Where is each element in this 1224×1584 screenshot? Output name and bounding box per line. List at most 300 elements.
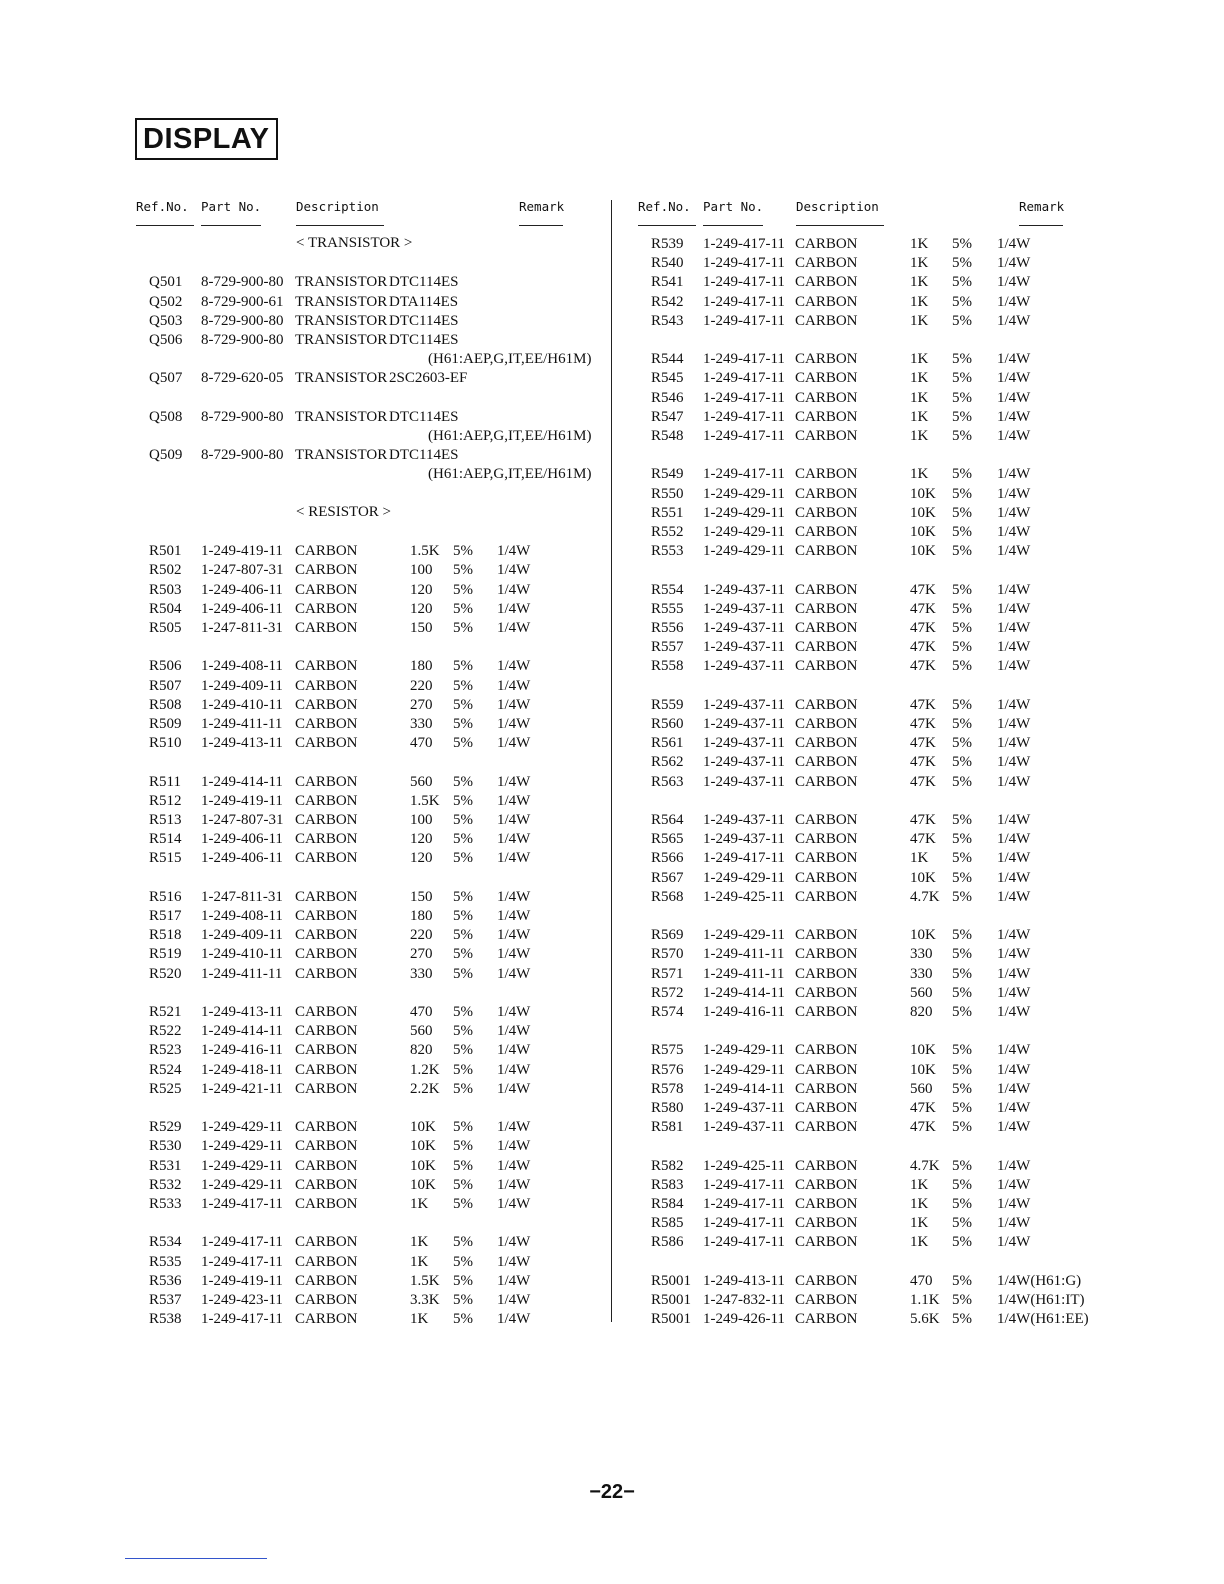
table-row <box>0 657 1224 676</box>
ref-no-cell: R522 <box>149 1023 182 1040</box>
tolerance-cell: 5% <box>952 1196 972 1212</box>
value-cell: 120 <box>410 850 433 867</box>
tolerance-cell: 5% <box>952 236 972 252</box>
ref-no-cell: R511 <box>149 773 181 790</box>
description-cell: CARBON <box>295 1292 358 1308</box>
part-no-cell: 1-249-408-11 <box>201 658 283 675</box>
description-cell: CARBON <box>795 524 858 540</box>
part-no-cell: 1-249-417-11 <box>703 1234 785 1251</box>
value-cell: 10K <box>910 1061 936 1078</box>
tolerance-cell: 5% <box>952 524 972 540</box>
value-cell: 5.6K <box>910 1311 940 1328</box>
part-no-cell: 1-249-417-11 <box>703 293 785 310</box>
tolerance-cell: 5% <box>952 831 972 848</box>
part-no-cell: 1-249-417-11 <box>201 1311 283 1328</box>
rating-cell: 1/4W <box>497 946 531 963</box>
value-cell: 1K <box>910 293 929 310</box>
right-desc-underline <box>796 225 884 226</box>
table-row <box>0 1214 1224 1233</box>
table-row <box>0 926 1224 945</box>
rating-cell: 1/4W <box>497 1157 531 1174</box>
value-cell: 120 <box>410 831 433 848</box>
part-no-cell: 1-249-425-11 <box>703 1157 785 1174</box>
value-cell: 560 <box>910 1080 933 1097</box>
tolerance-cell: 5% <box>453 1157 473 1174</box>
tolerance-cell: 5% <box>453 1004 473 1020</box>
part-no-cell: 1-249-416-11 <box>703 1004 785 1020</box>
table-row <box>0 504 1224 523</box>
tolerance-cell: 5% <box>453 677 473 694</box>
tolerance-cell: 5% <box>952 389 972 406</box>
tolerance-cell: 5% <box>952 581 972 598</box>
value-cell: 47K <box>910 620 936 636</box>
ref-no-cell: R560 <box>651 716 684 732</box>
ref-no-cell: R509 <box>149 716 182 732</box>
table-row <box>0 869 1224 888</box>
tolerance-cell: 5% <box>952 600 972 617</box>
part-no-cell: 1-249-437-11 <box>703 1100 785 1116</box>
table-row <box>0 849 1224 868</box>
part-no-cell: 1-249-437-11 <box>703 1119 785 1136</box>
ref-no-cell: R533 <box>149 1196 182 1212</box>
value-cell: 10K <box>410 1119 436 1136</box>
ref-no-cell: Q507 <box>149 370 183 387</box>
description-cell: CARBON <box>795 1080 858 1097</box>
description-cell: CARBON <box>795 620 858 636</box>
rating-cell: 1/4W <box>497 1061 531 1078</box>
description-cell: CARBON <box>795 236 858 252</box>
right-header-remark: Remark <box>1019 199 1065 214</box>
table-row <box>0 523 1224 542</box>
value-cell: 1K <box>410 1311 429 1328</box>
ref-no-cell: R580 <box>651 1100 684 1116</box>
rating-cell: 1/4W <box>497 1292 531 1308</box>
tolerance-cell: 5% <box>952 504 972 521</box>
ref-no-cell: R534 <box>149 1234 182 1251</box>
description-cell: CARBON <box>295 696 358 713</box>
part-no-cell: 1-249-409-11 <box>201 677 283 694</box>
part-no-cell: 1-249-417-11 <box>703 408 785 425</box>
tolerance-cell: 5% <box>453 1061 473 1078</box>
tolerance-cell: 5% <box>453 888 473 905</box>
part-no-cell: 1-249-417-11 <box>703 389 785 406</box>
ref-no-cell: R552 <box>651 524 684 540</box>
part-no-cell: 1-249-413-11 <box>703 1272 785 1289</box>
description-cell: CARBON <box>795 600 858 617</box>
page-number: −22− <box>589 1481 635 1503</box>
description-cell: CARBON <box>795 658 858 675</box>
rating-cell: 1/4W <box>997 293 1031 310</box>
value-cell: 330 <box>410 965 433 982</box>
part-no-cell: 1-249-429-11 <box>703 524 785 540</box>
value-cell: 47K <box>910 735 936 752</box>
rating-cell: 1/4W <box>497 965 531 982</box>
footer-rule <box>125 1558 267 1559</box>
rating-cell: 1/4W <box>997 658 1031 675</box>
description-cell: CARBON <box>295 792 358 809</box>
description-cell: CARBON <box>295 677 358 694</box>
left-ref-underline <box>136 225 194 226</box>
description-cell: CARBON <box>795 946 858 963</box>
description-cell: CARBON <box>795 543 858 560</box>
ref-no-cell: R513 <box>149 812 182 828</box>
tolerance-cell: 5% <box>453 543 473 560</box>
rating-cell: 1/4W <box>497 850 531 867</box>
tolerance-cell: 5% <box>952 620 972 636</box>
part-no-cell: 1-249-406-11 <box>201 850 283 867</box>
table-row <box>0 369 1224 388</box>
rating-cell: 1/4W <box>997 984 1031 1001</box>
rating-cell: 1/4W <box>997 888 1031 905</box>
ref-no-cell: R531 <box>149 1157 182 1174</box>
ref-no-cell: R585 <box>651 1215 684 1232</box>
value-cell: DTC114ES <box>389 408 459 425</box>
value-cell: 150 <box>410 888 433 905</box>
tolerance-cell: 5% <box>453 1119 473 1136</box>
tolerance-cell: 5% <box>453 792 473 809</box>
ref-no-cell: R543 <box>651 312 684 329</box>
value-cell: 470 <box>410 735 433 752</box>
ref-no-cell: R572 <box>651 984 684 1001</box>
part-no-cell: 1-249-419-11 <box>201 1272 283 1289</box>
rating-cell: 1/4W <box>997 754 1031 771</box>
description-cell: CARBON <box>795 274 858 291</box>
description-cell: TRANSISTOR <box>295 293 388 310</box>
part-no-cell: 1-249-410-11 <box>201 946 283 963</box>
tolerance-cell: 5% <box>453 562 473 579</box>
value-cell: 820 <box>910 1004 933 1020</box>
table-row <box>0 331 1224 350</box>
part-no-cell: 1-249-414-11 <box>201 1023 283 1040</box>
tolerance-cell: 5% <box>453 1253 473 1270</box>
part-no-cell: 1-249-426-11 <box>703 1311 785 1328</box>
table-row <box>0 1137 1224 1156</box>
description-cell: CARBON <box>295 1138 358 1155</box>
group-heading-transistor: < TRANSISTOR > <box>296 235 413 251</box>
description-cell: CARBON <box>295 812 358 828</box>
rating-cell: 1/4W <box>997 600 1031 617</box>
ref-no-cell: R575 <box>651 1042 684 1059</box>
description-cell: CARBON <box>295 716 358 732</box>
rating-cell: 1/4W <box>997 735 1031 752</box>
rating-cell: 1/4W <box>497 1176 531 1193</box>
rating-cell: 1/4W <box>497 716 531 732</box>
table-row <box>0 1041 1224 1060</box>
rating-cell: 1/4W <box>997 524 1031 540</box>
part-no-cell: 1-249-417-11 <box>703 1176 785 1193</box>
rating-cell: 1/4W <box>497 658 531 675</box>
part-no-cell: 8-729-900-80 <box>201 312 284 329</box>
table-row <box>0 446 1224 465</box>
part-no-cell: 1-249-419-11 <box>201 543 283 560</box>
value-cell: DTC114ES <box>389 274 459 291</box>
left-desc-underline <box>296 225 384 226</box>
description-cell: CARBON <box>295 831 358 848</box>
value-cell: 1.1K <box>910 1292 940 1308</box>
part-no-cell: 1-249-411-11 <box>201 965 283 982</box>
part-no-cell: 1-249-429-11 <box>201 1138 283 1155</box>
value-cell: 47K <box>910 658 936 675</box>
description-cell: CARBON <box>795 255 858 272</box>
rating-cell: 1/4W <box>497 1272 531 1289</box>
ref-no-cell: Q503 <box>149 312 183 329</box>
value-cell: 4.7K <box>910 888 940 905</box>
ref-no-cell: R571 <box>651 965 684 982</box>
rating-cell: 1/4W <box>997 831 1031 848</box>
right-ref-underline <box>638 225 696 226</box>
ref-no-cell: R542 <box>651 293 684 310</box>
remark-cell: (H61:AEP,G,IT,EE/H61M) <box>428 466 592 483</box>
table-row <box>0 1176 1224 1195</box>
tolerance-cell: 5% <box>453 965 473 982</box>
tolerance-cell: 5% <box>952 1157 972 1174</box>
table-row <box>0 600 1224 619</box>
ref-no-cell: R563 <box>651 773 684 790</box>
tolerance-cell: 5% <box>453 831 473 848</box>
value-cell: 47K <box>910 754 936 771</box>
rating-cell: 1/4W <box>497 1138 531 1155</box>
ref-no-cell: R586 <box>651 1234 684 1251</box>
ref-no-cell: R540 <box>651 255 684 272</box>
table-row <box>0 773 1224 792</box>
tolerance-cell: 5% <box>453 1176 473 1193</box>
description-cell: TRANSISTOR <box>295 274 388 291</box>
ref-no-cell: R556 <box>651 620 684 636</box>
description-cell: CARBON <box>795 1215 858 1232</box>
description-cell: CARBON <box>295 773 358 790</box>
table-row <box>0 1233 1224 1252</box>
value-cell: 1K <box>910 236 929 252</box>
table-row <box>0 715 1224 734</box>
part-no-cell: 1-249-410-11 <box>201 696 283 713</box>
remark-cell: (H61:AEP,G,IT,EE/H61M) <box>428 428 592 444</box>
rating-cell: 1/4W(H61:G) <box>997 1272 1082 1289</box>
rating-cell: 1/4W <box>997 1080 1031 1097</box>
part-no-cell: 1-249-406-11 <box>201 831 283 848</box>
value-cell: 47K <box>910 600 936 617</box>
value-cell: 10K <box>910 869 936 886</box>
rating-cell: 1/4W <box>497 620 531 636</box>
rating-cell: 1/4W <box>497 1080 531 1097</box>
ref-no-cell: R554 <box>651 581 684 598</box>
ref-no-cell: R501 <box>149 543 182 560</box>
ref-no-cell: R574 <box>651 1004 684 1020</box>
table-row <box>0 408 1224 427</box>
description-cell: CARBON <box>295 1023 358 1040</box>
part-no-cell: 1-249-437-11 <box>703 754 785 771</box>
tolerance-cell: 5% <box>453 1272 473 1289</box>
rating-cell: 1/4W <box>997 370 1031 387</box>
ref-no-cell: R518 <box>149 927 182 944</box>
rating-cell: 1/4W <box>497 735 531 752</box>
value-cell: 10K <box>910 524 936 540</box>
ref-no-cell: R536 <box>149 1272 182 1289</box>
ref-no-cell: Q506 <box>149 332 183 348</box>
ref-no-cell: R5001 <box>651 1292 692 1308</box>
description-cell: CARBON <box>795 1176 858 1193</box>
ref-no-cell: R549 <box>651 466 684 483</box>
value-cell: DTC114ES <box>389 312 459 329</box>
rating-cell: 1/4W <box>997 1004 1031 1020</box>
part-no-cell: 1-249-421-11 <box>201 1080 283 1097</box>
ref-no-cell: R514 <box>149 831 182 848</box>
description-cell: CARBON <box>295 562 358 579</box>
part-no-cell: 8-729-900-80 <box>201 332 284 348</box>
value-cell: 10K <box>410 1176 436 1193</box>
part-no-cell: 1-249-423-11 <box>201 1292 283 1308</box>
tolerance-cell: 5% <box>952 351 972 368</box>
part-no-cell: 1-249-416-11 <box>201 1042 283 1059</box>
ref-no-cell: R581 <box>651 1119 684 1136</box>
rating-cell: 1/4W <box>997 485 1031 502</box>
value-cell: 120 <box>410 600 433 617</box>
value-cell: 330 <box>910 946 933 963</box>
left-header-remark: Remark <box>519 199 565 214</box>
rating-cell: 1/4W <box>997 466 1031 483</box>
rating-cell: 1/4W <box>997 850 1031 867</box>
part-no-cell: 8-729-620-05 <box>201 370 284 387</box>
tolerance-cell: 5% <box>453 600 473 617</box>
rating-cell: 1/4W <box>997 236 1031 252</box>
description-cell: CARBON <box>795 1061 858 1078</box>
part-no-cell: 1-247-811-31 <box>201 620 283 636</box>
part-no-cell: 1-249-417-11 <box>703 274 785 291</box>
part-no-cell: 8-729-900-80 <box>201 274 284 291</box>
part-no-cell: 1-249-417-11 <box>201 1196 283 1212</box>
table-row <box>0 1291 1224 1310</box>
table-row <box>0 485 1224 504</box>
rating-cell: 1/4W <box>997 428 1031 444</box>
tolerance-cell: 5% <box>453 773 473 790</box>
description-cell: CARBON <box>795 773 858 790</box>
rating-cell: 1/4W <box>497 792 531 809</box>
description-cell: CARBON <box>795 312 858 329</box>
right-part-underline <box>703 225 763 226</box>
part-no-cell: 1-247-832-11 <box>703 1292 785 1308</box>
description-cell: CARBON <box>295 1253 358 1270</box>
rating-cell: 1/4W <box>497 1234 531 1251</box>
description-cell: CARBON <box>795 428 858 444</box>
description-cell: CARBON <box>795 466 858 483</box>
tolerance-cell: 5% <box>952 274 972 291</box>
part-no-cell: 1-249-414-11 <box>703 984 785 1001</box>
table-row <box>0 984 1224 1003</box>
tolerance-cell: 5% <box>952 1100 972 1116</box>
tolerance-cell: 5% <box>952 312 972 329</box>
description-cell: CARBON <box>795 389 858 406</box>
ref-no-cell: R5001 <box>651 1272 692 1289</box>
part-no-cell: 1-247-807-31 <box>201 562 284 579</box>
rating-cell: 1/4W <box>997 639 1031 656</box>
part-no-cell: 1-249-437-11 <box>703 716 785 732</box>
tolerance-cell: 5% <box>952 850 972 867</box>
tolerance-cell: 5% <box>952 1176 972 1193</box>
part-no-cell: 1-249-417-11 <box>703 312 785 329</box>
right-header-desc: Description <box>796 199 879 214</box>
tolerance-cell: 5% <box>952 255 972 272</box>
value-cell: 1.2K <box>410 1061 440 1078</box>
part-no-cell: 1-249-425-11 <box>703 888 785 905</box>
rating-cell: 1/4W <box>497 1023 531 1040</box>
value-cell: 1K <box>910 428 929 444</box>
part-no-cell: 1-249-437-11 <box>703 658 785 675</box>
value-cell: 47K <box>910 696 936 713</box>
part-no-cell: 1-249-408-11 <box>201 908 283 924</box>
description-cell: CARBON <box>295 658 358 675</box>
ref-no-cell: R5001 <box>651 1311 692 1328</box>
value-cell: 47K <box>910 1119 936 1136</box>
table-row <box>0 888 1224 907</box>
rating-cell: 1/4W <box>997 716 1031 732</box>
ref-no-cell: R569 <box>651 927 684 944</box>
rating-cell: 1/4W <box>497 1253 531 1270</box>
tolerance-cell: 5% <box>453 658 473 675</box>
table-row <box>0 638 1224 657</box>
value-cell: 150 <box>410 620 433 636</box>
table-row <box>0 1195 1224 1214</box>
tolerance-cell: 5% <box>952 984 972 1001</box>
value-cell: 47K <box>910 831 936 848</box>
value-cell: 1K <box>910 850 929 867</box>
description-cell: CARBON <box>795 984 858 1001</box>
table-row <box>0 907 1224 926</box>
value-cell: 100 <box>410 812 433 828</box>
part-no-cell: 1-249-429-11 <box>703 1061 785 1078</box>
rating-cell: 1/4W <box>497 696 531 713</box>
tolerance-cell: 5% <box>453 1292 473 1308</box>
part-no-cell: 1-249-411-11 <box>201 716 283 732</box>
value-cell: 47K <box>910 581 936 598</box>
ref-no-cell: R516 <box>149 888 182 905</box>
value-cell: 1K <box>910 351 929 368</box>
ref-no-cell: R504 <box>149 600 182 617</box>
part-no-cell: 1-249-417-11 <box>703 1196 785 1212</box>
value-cell: 180 <box>410 658 433 675</box>
rating-cell: 1/4W <box>997 312 1031 329</box>
ref-no-cell: R570 <box>651 946 684 963</box>
description-cell: CARBON <box>295 1234 358 1251</box>
value-cell: 10K <box>910 504 936 521</box>
description-cell: CARBON <box>295 1004 358 1020</box>
ref-no-cell: R576 <box>651 1061 684 1078</box>
part-no-cell: 1-249-409-11 <box>201 927 283 944</box>
description-cell: CARBON <box>795 1196 858 1212</box>
description-cell: CARBON <box>295 620 358 636</box>
tolerance-cell: 5% <box>952 658 972 675</box>
tolerance-cell: 5% <box>952 754 972 771</box>
table-row <box>0 811 1224 830</box>
ref-no-cell: Q509 <box>149 447 183 464</box>
description-cell: CARBON <box>295 1042 358 1059</box>
description-cell: CARBON <box>795 1272 858 1289</box>
description-cell: CARBON <box>295 1157 358 1174</box>
value-cell: 1.5K <box>410 543 440 560</box>
description-cell: CARBON <box>795 850 858 867</box>
part-no-cell: 1-249-437-11 <box>703 773 785 790</box>
value-cell: 1K <box>410 1234 429 1251</box>
value-cell: 1K <box>910 255 929 272</box>
ref-no-cell: R583 <box>651 1176 684 1193</box>
value-cell: 1K <box>910 1176 929 1193</box>
rating-cell: 1/4W <box>997 773 1031 790</box>
rating-cell: 1/4W <box>997 927 1031 944</box>
description-cell: CARBON <box>295 965 358 982</box>
value-cell: 270 <box>410 946 433 963</box>
table-row <box>0 273 1224 292</box>
ref-no-cell: R553 <box>651 543 684 560</box>
rating-cell: 1/4W <box>497 1004 531 1020</box>
table-row <box>0 1157 1224 1176</box>
